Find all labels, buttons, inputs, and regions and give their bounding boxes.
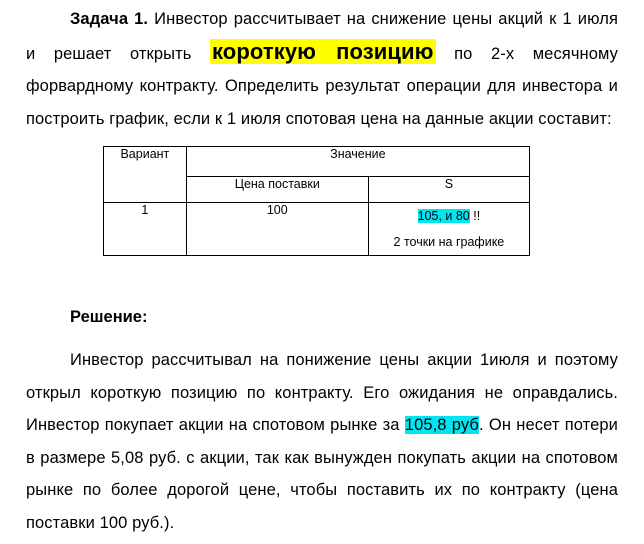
- subheader-price: Цена поставки: [186, 177, 368, 203]
- header-value: Значение: [186, 147, 529, 177]
- highlight-short-position: короткую позицию: [211, 38, 434, 64]
- cell-price: 100: [186, 203, 368, 256]
- solution-text-after: . Он несет потери в размере 5,08 руб. с акции, так как вынужден покупать акции на спотовом рынке по более дорогой цене, чтобы поставить их по контракту (цена поставки 100 руб.).: [26, 416, 618, 532]
- highlight-s-values: 105, и 80: [417, 209, 470, 223]
- cell-s: [368, 203, 529, 256]
- task-text-before: Инвестор рассчитывает на снижение цены акций к 1 июля и решает открыть: [26, 10, 618, 63]
- cell-s-note: 2 точки на графике: [393, 235, 505, 249]
- table-header-row: [104, 147, 530, 177]
- solution-text-before: Инвестор рассчитывал на понижение цены акции 1июля и поэтому открыл короткую позицию по контракту. Его ожидания не оправдались. Инвестор покупает акции на спотовом рынке за: [26, 351, 618, 434]
- solution-title: Решение:: [70, 308, 148, 326]
- task-text-after: по 2-х месячному форвардному контракту. Определить результат операции для инвестора и построить график, если к 1 июля спотовая цена на данные акции составит:: [26, 44, 618, 128]
- data-table: [103, 146, 530, 256]
- cell-s-values: [369, 203, 529, 229]
- header-variant: Вариант: [104, 147, 187, 203]
- cell-variant: 1: [104, 203, 187, 256]
- table-row: [104, 203, 530, 256]
- subheader-s: S: [368, 177, 529, 203]
- solution-paragraph: [26, 344, 618, 539]
- task-paragraph: [26, 3, 618, 135]
- highlight-price: 105,8 руб: [404, 416, 479, 434]
- cell-s-suffix: !!: [469, 209, 481, 223]
- task-label: Задача 1.: [70, 10, 149, 28]
